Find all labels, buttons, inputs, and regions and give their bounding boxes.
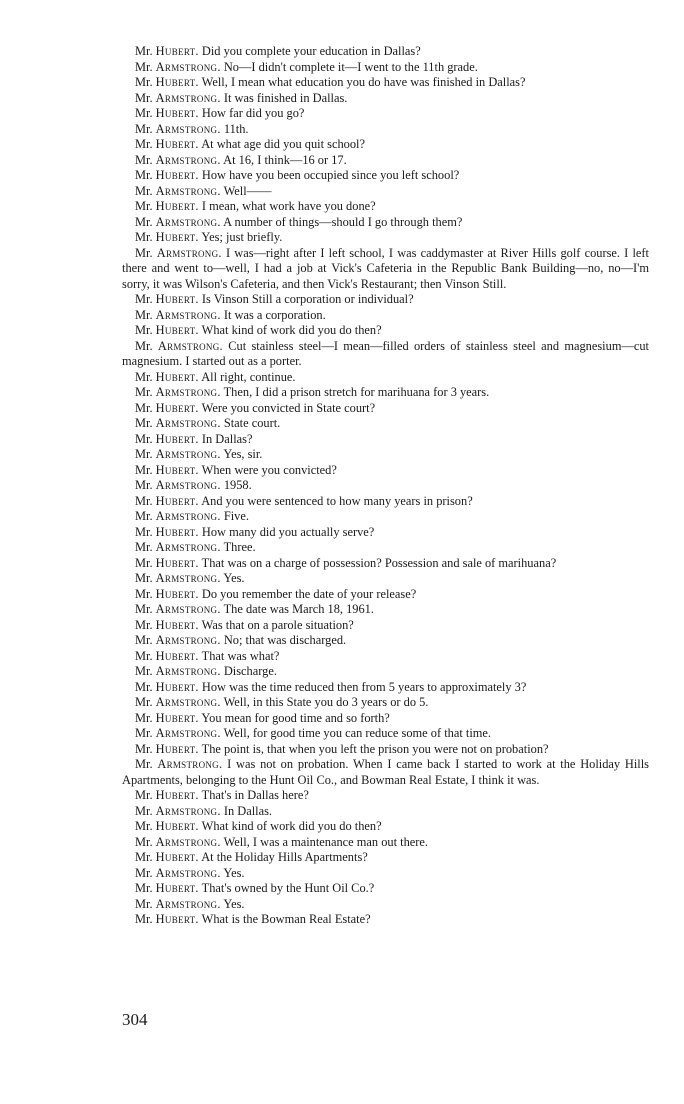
speaker-prefix: Mr. [135, 338, 153, 353]
utterance-text: And you were sentenced to how many years in prison? [201, 493, 473, 508]
speaker-name: Armstrong. [155, 478, 221, 492]
speaker-name: Hubert. [155, 555, 199, 570]
utterance-text: Well—— [223, 183, 272, 198]
transcript-paragraph [122, 680, 649, 696]
speaker-name: Armstrong. [155, 602, 221, 616]
transcript-paragraph [122, 819, 649, 835]
transcript-paragraph [122, 804, 649, 820]
utterance-text: When were you convicted? [201, 462, 337, 477]
speaker-prefix: Mr. [135, 245, 153, 260]
transcript-paragraph [122, 246, 649, 293]
speaker-name: Armstrong. [155, 59, 221, 74]
speaker-prefix: Mr. [135, 834, 153, 849]
speaker-prefix: Mr. [135, 431, 153, 446]
transcript-paragraph [122, 339, 649, 370]
speaker-prefix: Mr. [135, 679, 153, 694]
speaker-prefix: Mr. [135, 137, 153, 151]
speaker-name: Hubert. [155, 199, 199, 213]
utterance-text: Were you convicted in State court? [201, 400, 376, 415]
speaker-name: Armstrong. [155, 121, 221, 136]
utterance-text: Well, I was a maintenance man out there. [223, 834, 429, 849]
speaker-name: Armstrong. [155, 385, 221, 399]
transcript-paragraph [122, 323, 649, 339]
speaker-prefix: Mr. [135, 540, 153, 554]
speaker-name: Armstrong. [155, 896, 221, 911]
speaker-prefix: Mr. [135, 602, 153, 616]
speaker-name: Armstrong. [155, 803, 221, 818]
speaker-prefix: Mr. [135, 447, 153, 461]
speaker-prefix: Mr. [135, 75, 153, 89]
transcript-paragraph [122, 711, 649, 727]
speaker-name: Armstrong. [156, 245, 222, 260]
transcript-paragraph [122, 726, 649, 742]
utterance-text: In Dallas? [201, 431, 253, 446]
transcript-paragraph [122, 308, 649, 324]
speaker-prefix: Mr. [135, 710, 153, 725]
transcript-paragraph [122, 137, 649, 153]
transcript-paragraph [122, 184, 649, 200]
transcript-paragraph [122, 633, 649, 649]
utterance-text: In Dallas. [223, 803, 273, 818]
speaker-prefix: Mr. [135, 788, 153, 802]
speaker-prefix: Mr. [135, 199, 153, 213]
utterance-text: How far did you go? [201, 106, 305, 120]
utterance-text: 1958. [223, 478, 252, 492]
speaker-prefix: Mr. [135, 865, 153, 880]
transcript-paragraph [122, 44, 649, 60]
speaker-name: Hubert. [155, 524, 199, 539]
utterance-text: The date was March 18, 1961. [223, 602, 374, 616]
transcript-paragraph [122, 292, 649, 308]
speaker-name: Armstrong. [155, 307, 221, 322]
utterance-text: No—I didn't complete it—I went to the 11th grade. [223, 59, 478, 74]
utterance-text: That was what? [201, 648, 280, 663]
speaker-name: Hubert. [155, 679, 199, 694]
speaker-prefix: Mr. [135, 803, 153, 818]
utterance-text: Yes. [223, 571, 245, 585]
utterance-text: Three. [223, 540, 256, 554]
speaker-prefix: Mr. [135, 648, 153, 663]
speaker-name: Armstrong. [157, 338, 223, 353]
speaker-prefix: Mr. [135, 106, 153, 120]
speaker-name: Hubert. [155, 369, 199, 384]
utterance-text: Yes; just briefly. [201, 230, 283, 244]
speaker-prefix: Mr. [135, 400, 153, 415]
transcript-paragraph [122, 556, 649, 572]
speaker-name: Armstrong. [155, 865, 221, 880]
utterance-text: All right, continue. [201, 369, 296, 384]
speaker-name: Hubert. [155, 881, 199, 895]
transcript-paragraph [122, 540, 649, 556]
speaker-prefix: Mr. [135, 416, 153, 430]
speaker-name: Hubert. [155, 819, 199, 833]
speaker-prefix: Mr. [135, 555, 153, 570]
transcript-paragraph [122, 525, 649, 541]
utterance-text: At what age did you quit school? [201, 137, 366, 151]
utterance-text: I was—right after I left school, I was caddymaster at River Hills golf course. I left there and went to—well, I had a job at Vick's Cafeteria in the Republic Bank Building—no, no—I'm sorry, it was Wilson's Cafeteria, and then Vick's Restaurant; then Vinson Still. [122, 245, 649, 291]
speaker-prefix: Mr. [135, 571, 153, 585]
speaker-prefix: Mr. [135, 385, 153, 399]
transcript-paragraph [122, 168, 649, 184]
utterance-text: Did you complete your education in Dallas? [201, 44, 421, 58]
speaker-prefix: Mr. [135, 478, 153, 492]
speaker-name: Hubert. [155, 493, 199, 508]
utterance-text: At the Holiday Hills Apartments? [201, 850, 368, 864]
utterance-text: That was on a charge of possession? Possession and sale of marihuana? [201, 555, 557, 570]
utterance-text: Discharge. [223, 664, 277, 678]
utterance-text: It was a corporation. [223, 307, 326, 322]
speaker-name: Armstrong. [155, 509, 221, 523]
transcript-paragraph [122, 370, 649, 386]
transcript-paragraph [122, 587, 649, 603]
utterance-text: It was finished in Dallas. [223, 90, 348, 105]
speaker-name: Hubert. [155, 788, 199, 802]
speaker-name: Armstrong. [155, 664, 221, 678]
speaker-name: Armstrong. [155, 416, 221, 430]
transcript-paragraph [122, 60, 649, 76]
transcript-paragraph [122, 664, 649, 680]
speaker-name: Armstrong. [155, 447, 221, 461]
transcript-paragraph [122, 618, 649, 634]
utterance-text: State court. [223, 416, 281, 430]
transcript-paragraph [122, 106, 649, 122]
speaker-name: Hubert. [155, 431, 199, 446]
utterance-text: At 16, I think—16 or 17. [223, 152, 347, 167]
utterance-text: Yes, sir. [223, 447, 263, 461]
speaker-name: Hubert. [155, 462, 199, 477]
transcript-paragraph [122, 447, 649, 463]
speaker-prefix: Mr. [135, 323, 153, 337]
speaker-prefix: Mr. [135, 896, 153, 911]
transcript-paragraph [122, 75, 649, 91]
utterance-text: How was the time reduced then from 5 years to approximately 3? [201, 679, 527, 694]
speaker-prefix: Mr. [135, 230, 153, 244]
speaker-prefix: Mr. [135, 493, 153, 508]
speaker-prefix: Mr. [135, 59, 153, 74]
utterance-text: Do you remember the date of your release? [201, 586, 417, 601]
transcript-paragraph [122, 478, 649, 494]
transcript-paragraph [122, 509, 649, 525]
speaker-name: Hubert. [155, 850, 199, 864]
utterance-text: What kind of work did you do then? [201, 819, 382, 833]
utterance-text: What is the Bowman Real Estate? [201, 912, 371, 926]
speaker-name: Armstrong. [155, 726, 221, 740]
utterance-text: I was not on probation. When I came back I started to work at the Holiday Hills Apartments, belonging to the Hunt Oil Co., and Bowman Real Estate, I think it was. [122, 757, 649, 787]
speaker-name: Armstrong. [155, 90, 221, 105]
utterance-text: Yes. [223, 896, 245, 911]
transcript-paragraph [122, 215, 649, 231]
transcript-paragraph [122, 897, 649, 913]
utterance-text: I mean, what work have you done? [201, 199, 376, 213]
utterance-text: A number of things—should I go through them? [223, 214, 463, 229]
transcript-paragraph [122, 401, 649, 417]
speaker-name: Armstrong. [155, 571, 221, 585]
transcript-paragraph [122, 571, 649, 587]
utterance-text: 11th. [223, 121, 249, 136]
utterance-text: What kind of work did you do then? [201, 323, 382, 337]
speaker-prefix: Mr. [135, 369, 153, 384]
speaker-prefix: Mr. [135, 695, 153, 709]
transcript-paragraph [122, 881, 649, 897]
speaker-name: Armstrong. [155, 540, 221, 554]
page-number: 304 [122, 1010, 148, 1029]
speaker-prefix: Mr. [135, 664, 153, 678]
utterance-text: Five. [223, 509, 249, 523]
transcript-paragraph [122, 649, 649, 665]
transcript-paragraph [122, 230, 649, 246]
utterance-text: Cut stainless steel—I mean—filled orders of stainless steel and magnesium—cut magnesium. I started out as a porter. [122, 338, 649, 368]
speaker-name: Armstrong. [157, 757, 223, 771]
utterance-text: Well, for good time you can reduce some of that time. [223, 726, 491, 740]
speaker-name: Armstrong. [155, 695, 221, 709]
speaker-name: Hubert. [155, 710, 199, 725]
speaker-prefix: Mr. [135, 726, 153, 740]
utterance-text: How many did you actually serve? [201, 524, 375, 539]
speaker-prefix: Mr. [135, 44, 153, 58]
transcript-paragraph [122, 850, 649, 866]
transcript-paragraph [122, 122, 649, 138]
speaker-prefix: Mr. [135, 586, 153, 601]
utterance-text: No; that was discharged. [223, 633, 347, 647]
speaker-prefix: Mr. [135, 121, 153, 136]
utterance-text: Yes. [223, 865, 245, 880]
transcript-paragraph [122, 695, 649, 711]
speaker-name: Hubert. [155, 912, 199, 926]
transcript-paragraph [122, 788, 649, 804]
speaker-name: Armstrong. [155, 183, 221, 198]
speaker-name: Hubert. [155, 648, 199, 663]
utterance-text: That's in Dallas here? [201, 788, 309, 802]
transcript-paragraph [122, 432, 649, 448]
speaker-prefix: Mr. [135, 819, 153, 833]
transcript-paragraph [122, 199, 649, 215]
utterance-text: Well, in this State you do 3 years or do 5. [223, 695, 429, 709]
speaker-name: Hubert. [155, 168, 199, 182]
speaker-prefix: Mr. [135, 912, 153, 926]
transcript-paragraph [122, 416, 649, 432]
transcript-paragraph [122, 757, 649, 788]
speaker-name: Armstrong. [155, 152, 221, 167]
utterance-text: How have you been occupied since you left school? [201, 168, 460, 182]
speaker-prefix: Mr. [135, 524, 153, 539]
transcript-paragraph [122, 742, 649, 758]
speaker-name: Hubert. [155, 106, 199, 120]
speaker-name: Hubert. [155, 586, 199, 601]
speaker-name: Armstrong. [155, 214, 221, 229]
speaker-name: Hubert. [155, 741, 199, 756]
speaker-prefix: Mr. [135, 617, 153, 632]
transcript-paragraph [122, 463, 649, 479]
speaker-prefix: Mr. [135, 168, 153, 182]
speaker-name: Hubert. [155, 44, 199, 58]
utterance-text: That's owned by the Hunt Oil Co.? [201, 881, 375, 895]
speaker-prefix: Mr. [135, 292, 153, 306]
utterance-text: The point is, that when you left the prison you were not on probation? [201, 741, 549, 756]
speaker-name: Hubert. [155, 75, 199, 89]
transcript-paragraph [122, 91, 649, 107]
transcript-paragraph [122, 835, 649, 851]
speaker-prefix: Mr. [135, 307, 153, 322]
transcript-paragraph [122, 602, 649, 618]
utterance-text: Then, I did a prison stretch for marihuana for 3 years. [223, 385, 490, 399]
speaker-prefix: Mr. [135, 509, 153, 523]
speaker-prefix: Mr. [135, 152, 153, 167]
speaker-prefix: Mr. [135, 214, 153, 229]
transcript-paragraph [122, 866, 649, 882]
speaker-prefix: Mr. [135, 850, 153, 864]
speaker-name: Hubert. [155, 400, 199, 415]
speaker-name: Hubert. [155, 230, 199, 244]
transcript-paragraph [122, 912, 649, 928]
speaker-name: Hubert. [155, 137, 199, 151]
transcript-body [122, 44, 649, 928]
utterance-text: You mean for good time and so forth? [201, 710, 390, 725]
utterance-text: Is Vinson Still a corporation or individual? [201, 292, 414, 306]
speaker-name: Hubert. [155, 323, 199, 337]
speaker-prefix: Mr. [135, 757, 153, 771]
transcript-paragraph [122, 385, 649, 401]
speaker-prefix: Mr. [135, 881, 153, 895]
speaker-name: Hubert. [155, 292, 199, 306]
speaker-prefix: Mr. [135, 633, 153, 647]
utterance-text: Was that on a parole situation? [201, 617, 354, 632]
speaker-prefix: Mr. [135, 741, 153, 756]
speaker-prefix: Mr. [135, 90, 153, 105]
transcript-paragraph [122, 153, 649, 169]
speaker-name: Armstrong. [155, 834, 221, 849]
transcript-paragraph [122, 494, 649, 510]
speaker-name: Armstrong. [155, 633, 221, 647]
utterance-text: Well, I mean what education you do have was finished in Dallas? [201, 75, 526, 89]
speaker-prefix: Mr. [135, 462, 153, 477]
speaker-name: Hubert. [155, 617, 199, 632]
speaker-prefix: Mr. [135, 183, 153, 198]
